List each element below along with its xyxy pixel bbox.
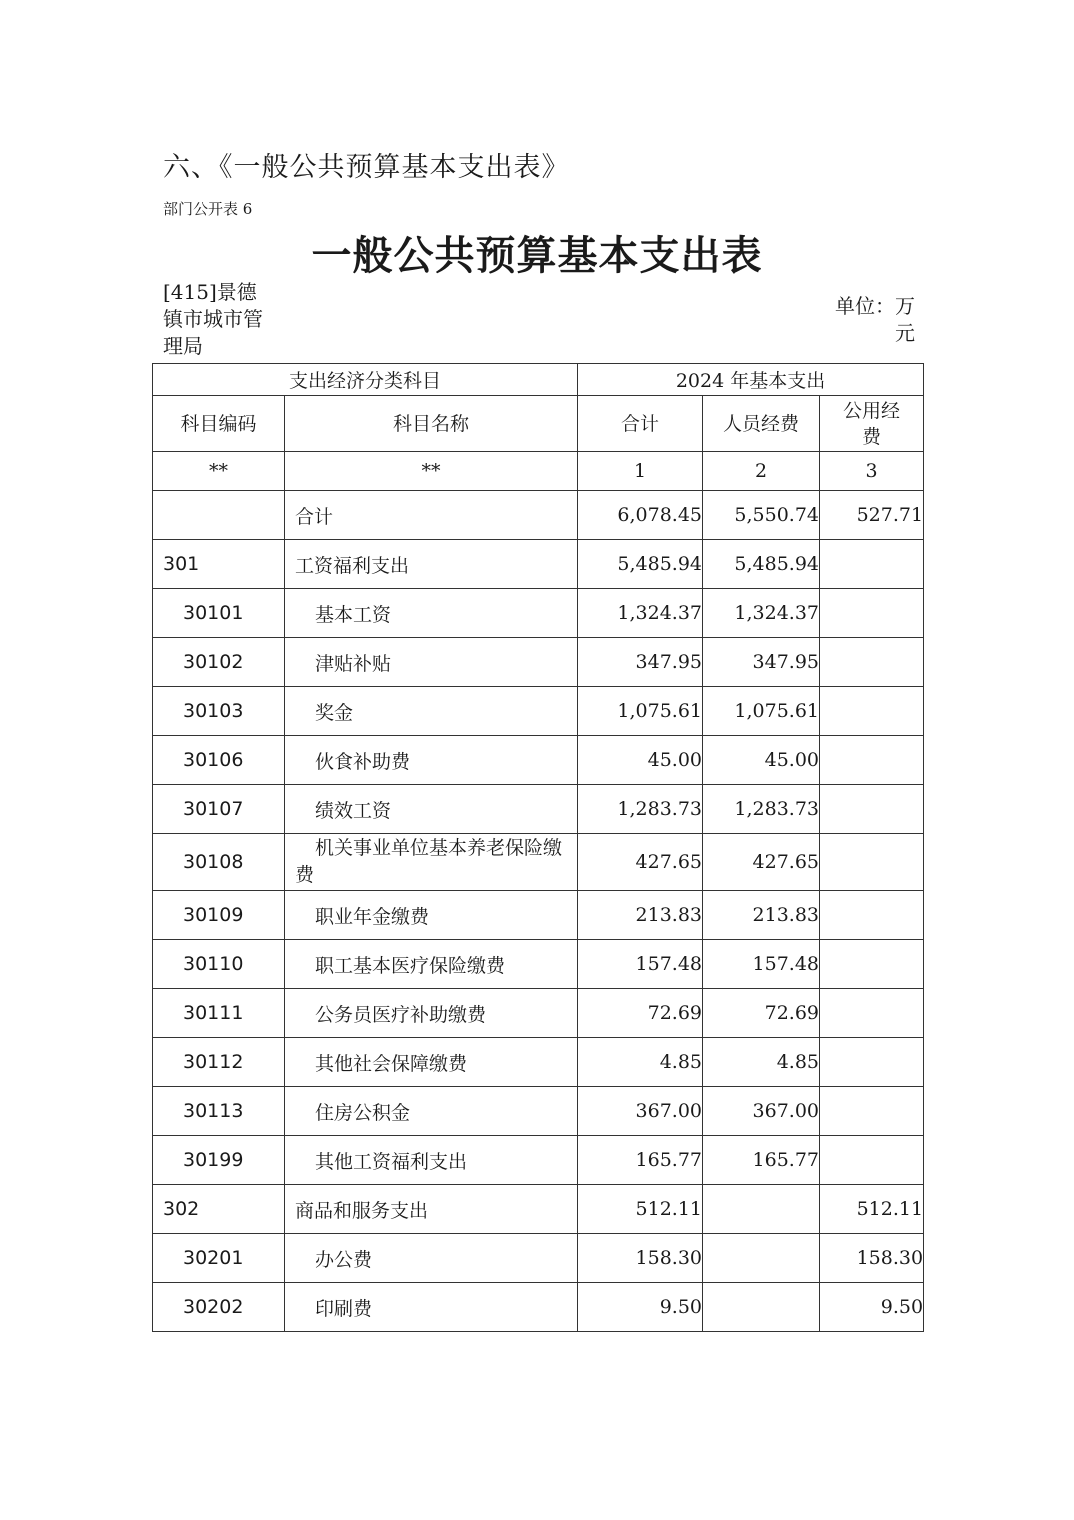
table-row (153, 1234, 924, 1283)
cell-public (820, 736, 924, 785)
header-group-left: 支出经济分类科目 (153, 364, 578, 396)
cell-public: 527.71 (820, 491, 924, 540)
cell-public (820, 940, 924, 989)
header-group-right: 2024 年基本支出 (578, 364, 924, 396)
cell-name: 工资福利支出 (285, 540, 578, 589)
table-row (153, 1283, 924, 1332)
table-row (153, 785, 924, 834)
cell-public (820, 1136, 924, 1185)
org-name: [415]景德镇市城市管理局 (163, 280, 263, 358)
cell-total: 5,485.94 (578, 540, 703, 589)
cell-personnel: 5,550.74 (703, 491, 820, 540)
cell-code: 30106 (153, 736, 285, 785)
cell-personnel: 427.65 (703, 834, 820, 891)
cell-total: 158.30 (578, 1234, 703, 1283)
cell-public (820, 834, 924, 891)
cell-code: 301 (153, 540, 285, 589)
cell-personnel (703, 1234, 820, 1283)
cell-code: 30112 (153, 1038, 285, 1087)
cell-total: 427.65 (578, 834, 703, 891)
cell-total: 347.95 (578, 638, 703, 687)
cell-personnel: 4.85 (703, 1038, 820, 1087)
table-row (153, 891, 924, 940)
cell-total: 45.00 (578, 736, 703, 785)
col-header-personnel: 人员经费 (703, 396, 820, 452)
cell-code: 30101 (153, 589, 285, 638)
cell-code: 30103 (153, 687, 285, 736)
cell-personnel: 347.95 (703, 638, 820, 687)
table-row (153, 540, 924, 589)
cell-code: 30107 (153, 785, 285, 834)
cell-total: 367.00 (578, 1087, 703, 1136)
cell-personnel (703, 1185, 820, 1234)
cell-total: 4.85 (578, 1038, 703, 1087)
index-name: ** (285, 452, 578, 491)
table-row (153, 638, 924, 687)
cell-total: 165.77 (578, 1136, 703, 1185)
cell-personnel (703, 1283, 820, 1332)
cell-public (820, 1087, 924, 1136)
cell-name: 其他社会保障缴费 (285, 1038, 578, 1087)
unit-label: 单位：万元 (835, 294, 915, 345)
table-row (153, 940, 924, 989)
table-row (153, 589, 924, 638)
col-header-total: 合计 (578, 396, 703, 452)
cell-total: 6,078.45 (578, 491, 703, 540)
cell-total: 9.50 (578, 1283, 703, 1332)
cell-total: 213.83 (578, 891, 703, 940)
cell-name: 职业年金缴费 (285, 891, 578, 940)
cell-total: 1,283.73 (578, 785, 703, 834)
table-row (153, 834, 924, 891)
cell-public (820, 638, 924, 687)
cell-code: 30109 (153, 891, 285, 940)
table-row (153, 1087, 924, 1136)
cell-personnel: 157.48 (703, 940, 820, 989)
cell-name: 办公费 (285, 1234, 578, 1283)
cell-personnel: 1,283.73 (703, 785, 820, 834)
cell-code: 302 (153, 1185, 285, 1234)
section-heading: 六、《一般公共预算基本支出表》 (163, 152, 570, 183)
cell-public: 9.50 (820, 1283, 924, 1332)
cell-name: 商品和服务支出 (285, 1185, 578, 1234)
index-public: 3 (820, 452, 924, 491)
index-total: 1 (578, 452, 703, 491)
cell-code: 30110 (153, 940, 285, 989)
cell-name: 其他工资福利支出 (285, 1136, 578, 1185)
table-row (153, 1185, 924, 1234)
cell-public (820, 687, 924, 736)
cell-name: 机关事业单位基本养老保险缴费 (285, 834, 578, 891)
cell-public: 158.30 (820, 1234, 924, 1283)
table-row (153, 736, 924, 785)
cell-public (820, 891, 924, 940)
index-row (153, 452, 924, 491)
cell-name: 住房公积金 (285, 1087, 578, 1136)
cell-name: 基本工资 (285, 589, 578, 638)
cell-name: 公务员医疗补助缴费 (285, 989, 578, 1038)
cell-personnel: 165.77 (703, 1136, 820, 1185)
cell-public (820, 1038, 924, 1087)
cell-public (820, 785, 924, 834)
cell-public (820, 589, 924, 638)
cell-personnel: 1,075.61 (703, 687, 820, 736)
cell-total: 512.11 (578, 1185, 703, 1234)
cell-code: 30202 (153, 1283, 285, 1332)
cell-total: 157.48 (578, 940, 703, 989)
cell-personnel: 5,485.94 (703, 540, 820, 589)
cell-code (153, 491, 285, 540)
cell-code: 30102 (153, 638, 285, 687)
cell-name: 伙食补助费 (285, 736, 578, 785)
cell-name: 印刷费 (285, 1283, 578, 1332)
col-header-code: 科目编码 (153, 396, 285, 452)
cell-public (820, 540, 924, 589)
table-row (153, 1038, 924, 1087)
table-row (153, 989, 924, 1038)
cell-code: 30113 (153, 1087, 285, 1136)
table-row (153, 687, 924, 736)
cell-name: 职工基本医疗保险缴费 (285, 940, 578, 989)
table-row (153, 1136, 924, 1185)
cell-total: 1,324.37 (578, 589, 703, 638)
page-title: 一般公共预算基本支出表 (311, 232, 763, 279)
cell-code: 30108 (153, 834, 285, 891)
cell-personnel: 213.83 (703, 891, 820, 940)
cell-public (820, 989, 924, 1038)
cell-personnel: 72.69 (703, 989, 820, 1038)
index-code: ** (153, 452, 285, 491)
table-row (153, 491, 924, 540)
cell-name: 奖金 (285, 687, 578, 736)
cell-code: 30201 (153, 1234, 285, 1283)
cell-total: 72.69 (578, 989, 703, 1038)
cell-total: 1,075.61 (578, 687, 703, 736)
index-personnel: 2 (703, 452, 820, 491)
cell-name: 津贴补贴 (285, 638, 578, 687)
cell-code: 30111 (153, 989, 285, 1038)
cell-personnel: 45.00 (703, 736, 820, 785)
col-header-public: 公用经费 (820, 396, 924, 452)
header-row (153, 396, 924, 452)
cell-name: 合计 (285, 491, 578, 540)
cell-name: 绩效工资 (285, 785, 578, 834)
table-body (153, 364, 924, 1332)
cell-public: 512.11 (820, 1185, 924, 1234)
cell-personnel: 367.00 (703, 1087, 820, 1136)
col-header-name: 科目名称 (285, 396, 578, 452)
form-number: 部门公开表 6 (163, 200, 253, 218)
budget-table (152, 363, 924, 1332)
cell-code: 30199 (153, 1136, 285, 1185)
header-group-row (153, 364, 924, 396)
cell-personnel: 1,324.37 (703, 589, 820, 638)
